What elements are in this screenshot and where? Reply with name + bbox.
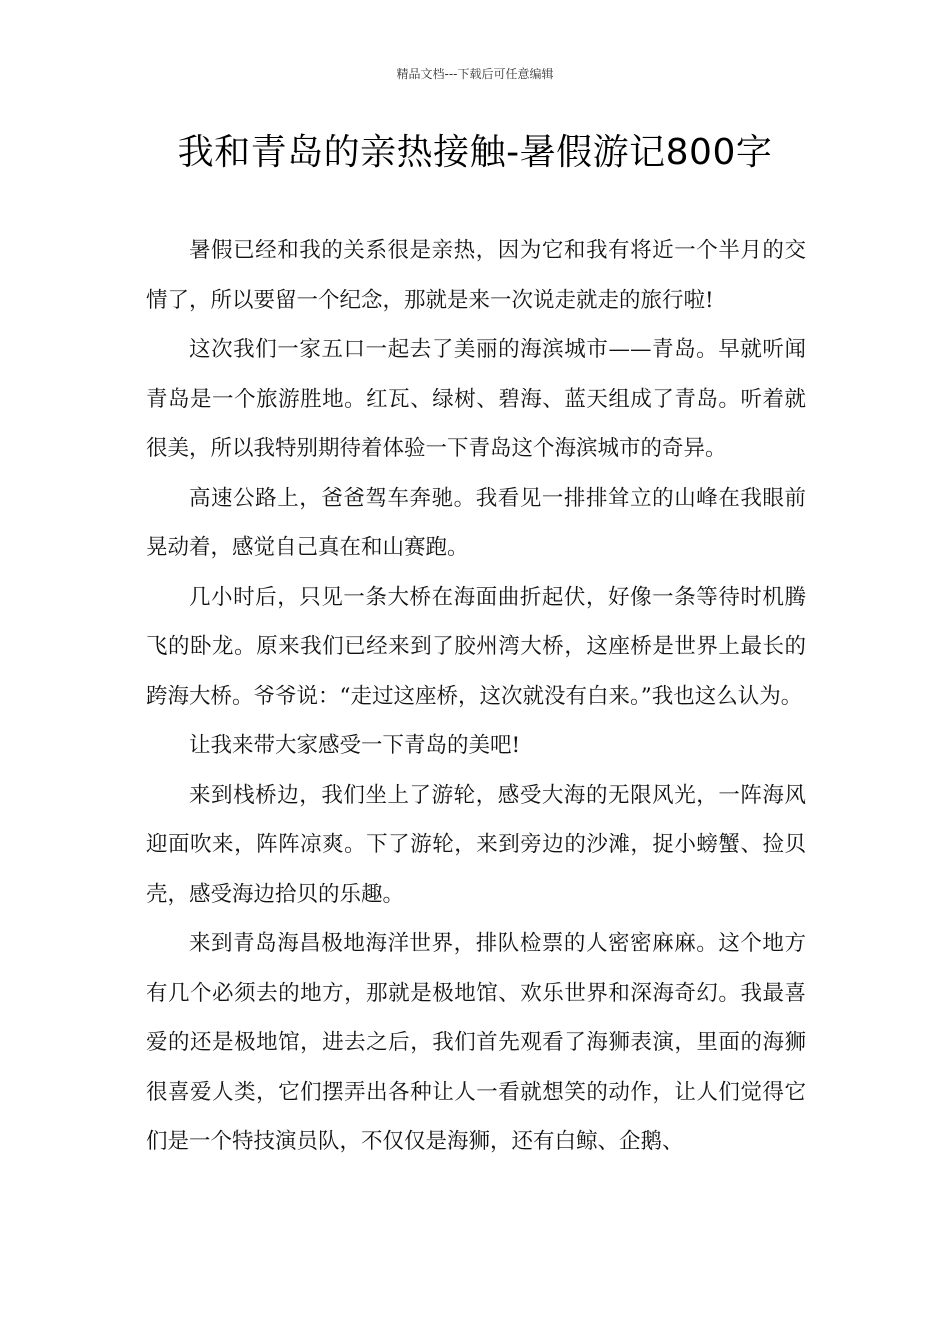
paragraph: 来到青岛海昌极地海洋世界，排队检票的人密密麻麻。这个地方有几个必须去的地方，那就是极地馆、欢乐世界和深海奇幻。我最喜爱的还是极地馆，进去之后，我们首先观看了海狮表演，里面的海狮很喜爱人类，它们摆弄出各种让人一看就想笑的动作，让人们觉得它们是一个特技演员队，不仅仅是海狮，还有白鲸、企鹅、 xyxy=(146,931,806,1154)
header-note: 精品文档---下载后可任意编辑 xyxy=(396,67,554,81)
paragraph: 让我来带大家感受一下青岛的美吧! xyxy=(189,733,521,758)
document-body xyxy=(146,226,806,1167)
paragraph: 几小时后，只见一条大桥在海面曲折起伏，好像一条等待时机腾飞的卧龙。原来我们已经来到了胶州湾大桥，这座桥是世界上最长的跨海大桥。爷爷说：“走过这座桥，这次就没有白来。”我也这么认为。 xyxy=(146,584,806,709)
paragraph: 来到栈桥边，我们坐上了游轮，感受大海的无限风光，一阵海风迎面吹来，阵阵凉爽。下了游轮，来到旁边的沙滩，捉小螃蟹、捡贝壳，感受海边拾贝的乐趣。 xyxy=(146,782,806,907)
paragraph: 高速公路上，爸爸驾车奔驰。我看见一排排耸立的山峰在我眼前晃动着，感觉自己真在和山赛跑。 xyxy=(146,485,806,560)
document-title: 我和青岛的亲热接触-暑假游记800字 xyxy=(177,132,773,173)
paragraph: 暑假已经和我的关系很是亲热，因为它和我有将近一个半月的交情了，所以要留一个纪念，那就是来一次说走就走的旅行啦! xyxy=(146,238,806,313)
paragraph: 这次我们一家五口一起去了美丽的海滨城市——青岛。早就听闻青岛是一个旅游胜地。红瓦、绿树、碧海、蓝天组成了青岛。听着就很美，所以我特别期待着体验一下青岛这个海滨城市的奇异。 xyxy=(146,337,806,461)
